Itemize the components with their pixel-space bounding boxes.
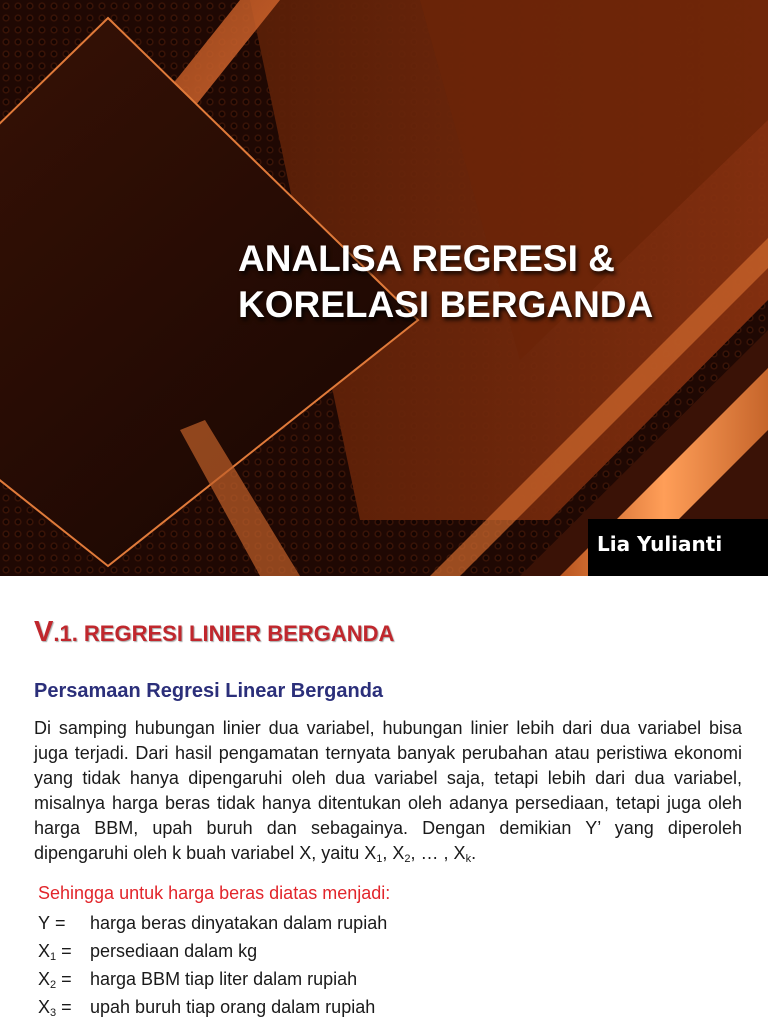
author-name: Lia Yulianti [597,532,723,556]
document-body [0,576,768,1024]
def-description: harga BBM tiap liter dalam rupiah [90,969,358,989]
def-symbol: Y [38,913,51,933]
author-box [588,519,768,576]
def-description: harga beras dinyatakan dalam rupiah [90,913,388,933]
section-heading [34,616,394,649]
def-description: persediaan dalam kg [90,941,258,961]
lead-sentence: Sehingga untuk harga beras diatas menjadi: [38,883,391,903]
var-xk: X [453,843,466,863]
sub-heading: Persamaan Regresi Linear Berganda [34,680,384,702]
var-x2: X [392,843,405,863]
section-prefix: V [34,616,54,648]
def-equals: = [50,913,66,933]
var-x1-sub: 1 [376,853,383,865]
slide-title-line1: ANALISA REGRESI & [238,238,615,279]
def-symbol: X [38,941,51,961]
def-equals: = [56,941,72,961]
var-x2-sub: 2 [404,853,411,865]
def-equals: = [56,997,72,1017]
definition-item [38,913,387,941]
sep2: , … , [410,843,454,863]
def-equals: = [56,969,72,989]
var-x1: X [364,843,377,863]
paragraph-text: Di samping hubungan linier dua variabel, hubungan linier lebih dari dua variabel bisa juga terjadi. Dari hasil pengamatan ternyata banyak perubahan atau peristiwa ekonomi yang tidak hanya dipengaruhi oleh dua variabel saja, tetapi lebih dari dua variabel, misalnya harga beras tidak hanya ditentukan oleh adanya persediaan, tetapi juga oleh harga BBM, upah buruh dan sebagainya. Dengan demikian Y’ yang diperoleh dipengaruhi oleh k buah variabel X, yaitu [34,718,742,863]
def-description: upah buruh tiap orang dalam rupiah [90,997,376,1017]
section-title: .1. REGRESI LINIER BERGANDA [53,621,395,646]
definition-item [38,941,387,969]
slide-title-line2: KORELASI BERGANDA [238,284,654,325]
def-subscript: 2 [50,979,57,991]
body-paragraph [34,716,742,866]
var-xk-sub: k [465,853,472,865]
paragraph-end: . [471,843,477,863]
def-symbol: X [38,969,51,989]
def-subscript: 1 [50,951,57,963]
slide-title [238,236,758,328]
sep1: , [382,843,393,863]
definition-item [38,969,387,997]
definition-item [38,997,387,1025]
definition-list [38,913,387,1025]
def-symbol: X [38,997,51,1017]
def-subscript: 3 [50,1007,57,1019]
